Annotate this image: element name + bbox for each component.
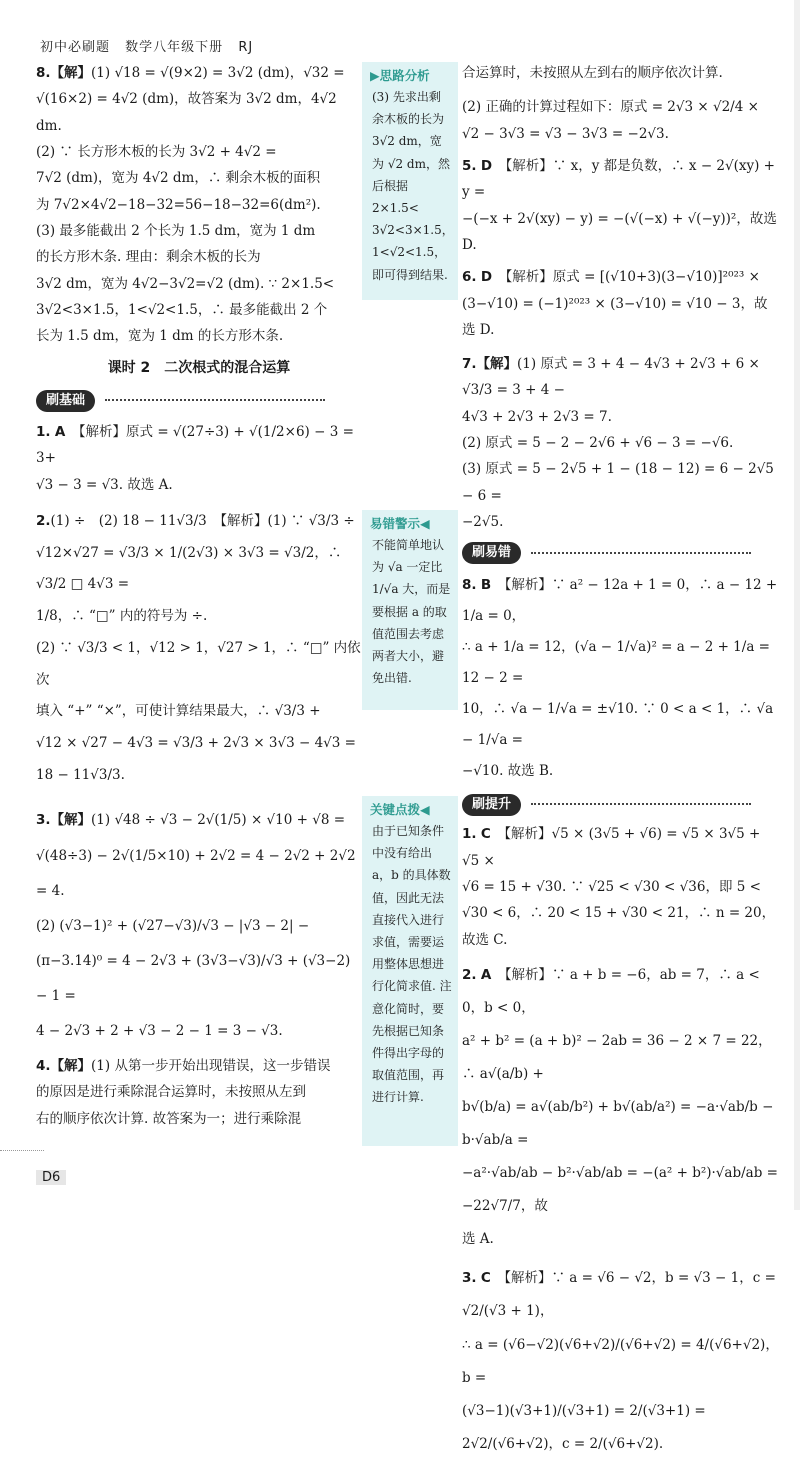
question-number: 3.: [462, 1270, 477, 1287]
text-line: 10，∴ √a − 1/√a = ±√10. ∵ 0 < a < 1，∴ √a − 1/√a =: [462, 700, 774, 748]
text-line: (π−3.14)⁰ = 4 − 2√3 + (3√3−√3)/√3 + (√3−2) − 1 =: [36, 952, 351, 1004]
text-line: ∴ a = (√6−√2)(√6+√2)/(√6+√2) = 4/(√6+√2)，b =: [462, 1336, 779, 1386]
badge-basic: 刷基础: [36, 390, 95, 412]
solution-label: 【解】: [476, 356, 518, 373]
question-number: 8.: [36, 65, 51, 81]
question-number: 4.: [36, 1058, 51, 1075]
text-line: 选 A.: [462, 1231, 494, 1248]
question-number: 7.: [462, 356, 477, 373]
answer-letter: C: [480, 1270, 491, 1287]
text-line: 【解析】∵ a + b = −6，ab = 7，∴ a < 0，b < 0，: [462, 966, 760, 1016]
right-q7: [462, 351, 780, 535]
text-line: √6 = 15 + √30. ∵ √25 < √30 < √36，即 5 <: [462, 878, 761, 895]
answer-letter: A: [54, 424, 66, 441]
right-q4-continued: [462, 60, 780, 147]
text-line: (1) 原式 = 3 + 4 − 4√3 + 2√3 + 6 × √3/3 = 3 + 4 −: [462, 356, 760, 399]
question-number: 3.: [36, 812, 51, 829]
text-line: √12 × √27 − 4√3 = √3/3 + 2√3 × 3√3 − 4√3 =: [36, 735, 356, 752]
text-line: −(−x + 2√(xy) − y) = −(√(−x) + √(−y))²，故选 D.: [462, 210, 777, 253]
text-line: (2) ∵ 长方形木板的长为 3√2 + 4√2 =: [36, 143, 277, 160]
tip-box-analysis: [362, 62, 458, 300]
left-q4: [36, 1053, 362, 1132]
right-q8: [462, 570, 780, 787]
text-line: √3 − 3 = √3. 故选 A.: [36, 476, 173, 493]
text-line: 3√2<3×1.5，1<√2<1.5，∴ 最多能截出 2 个: [36, 301, 328, 318]
right-p3: [462, 1262, 780, 1460]
right-p1: [462, 821, 780, 953]
text-line: 右的顺序依次计算. 故答案为一；进行乘除混: [36, 1110, 302, 1127]
text-line: 【解析】∵ x，y 都是负数，∴ x − 2√(xy) + y =: [462, 157, 775, 201]
question-number: 8.: [462, 576, 477, 593]
tip-box-key-point: [362, 796, 458, 1146]
text-line: 7√2 (dm)，宽为 4√2 dm，∴ 剩余木板的面积: [36, 170, 321, 187]
text-line: 选 D.: [462, 321, 495, 338]
text-line: (1) √18 = √(9×2) = 3√2 (dm)，√32 =: [91, 65, 345, 81]
tip-tag: 易错警示◀: [370, 516, 430, 531]
page-number: D6: [36, 1170, 66, 1185]
text-line: 合运算时，未按照从左到右的顺序依次计算.: [462, 65, 723, 81]
text-line: −2√5.: [462, 514, 504, 530]
question-number: 2.: [36, 512, 51, 529]
text-line: √(16×2) = 4√2 (dm)，故答案为 3√2 dm，4√2 dm.: [36, 91, 337, 134]
text-line: −√10. 故选 B.: [462, 762, 554, 779]
text-line: b√(b/a) = a√(ab/b²) + b√(ab/a²) = −a·√ab/b − b·√ab/a =: [462, 1099, 774, 1149]
text-line: 填入 “+” “×”，可使计算结果最大，∴ √3/3 +: [36, 703, 321, 720]
left-q2: [36, 506, 362, 791]
solution-label: 【解】: [50, 1058, 92, 1075]
question-number: 1.: [462, 826, 477, 843]
text-line: 【解析】√5 × (3√5 + √6) = √5 × 3√5 + √5 ×: [462, 826, 761, 869]
text-line: (1) 从第一步开始出现错误，这一步错误: [91, 1058, 331, 1075]
left-q8: [36, 60, 362, 349]
text-line: (2) ∵ √3/3 < 1，√12 > 1，√27 > 1，∴ “□” 内依次: [36, 639, 361, 688]
tip-box-mistake: [362, 510, 458, 710]
text-line: 1/8，∴ “□” 内的符号为 ÷.: [36, 608, 208, 625]
left-q3: [36, 803, 362, 1049]
text-line: a² + b² = (a + b)² − 2ab = 36 − 2 × 7 = 22，∴ a√(a/b) +: [462, 1032, 772, 1083]
text-line: (3−√10) = (−1)²⁰²³ × (3−√10) = √10 − 3，故: [462, 295, 768, 312]
text-line: (2) 正确的计算过程如下：原式 = 2√3 × √2/4 ×: [462, 99, 759, 116]
text-line: (2) (√3−1)² + (√27−√3)/√3 − |√3 − 2| −: [36, 917, 310, 934]
series-name: 初中必刷题: [40, 40, 111, 55]
badge-row: [36, 387, 362, 413]
text-line: (√3−1)(√3+1)/(√3+1) = 2/(√3+1) = 2√2/(√6+√2)，c = 2/(√6+√2).: [462, 1402, 706, 1452]
answer-letter: C: [480, 826, 491, 843]
subject-name: 数学八年级下册: [125, 40, 224, 55]
text-line: 的长方形木条. 理由：剩余木板的长为: [36, 249, 261, 266]
section-title: 课时 2 二次根式的混合运算: [107, 360, 291, 377]
text-line: √(48÷3) − 2√(1/5×10) + 2√2 = 4 − 2√2 + 2√2 = 4.: [36, 847, 356, 899]
left-q1: [36, 419, 362, 498]
badge-row: [462, 791, 780, 817]
tip-text: (3) 先求出剩余木板的长为 3√2 dm，宽为 √2 dm，然后根据 2×1.5< 3√2<3×1.5，1<√2<1.5，即可得到结果.: [372, 90, 454, 282]
page-edge: [794, 0, 800, 1210]
tip-text: 由于已知条件中没有给出 a，b 的具体数值，因此无法直接代入进行求值，需要运用整体思想进行化简求值. 注意化简时，要先根据已知条件得出字母的取值范围，再进行计算.: [372, 824, 452, 1105]
badge-row: [462, 539, 780, 565]
left-column: [36, 60, 362, 1132]
text-line: (3) 最多能截出 2 个长为 1.5 dm，宽为 1 dm: [36, 222, 316, 239]
question-number: 1.: [36, 424, 51, 441]
right-p2: [462, 959, 780, 1257]
badge-improve: 刷提升: [462, 794, 521, 816]
text-line: ∴ a + 1/a = 12，(√a − 1/√a)² = a − 2 + 1/a = 12 − 2 =: [462, 638, 770, 686]
text-line: 4 − 2√3 + 2 + √3 − 2 − 1 = 3 − √3.: [36, 1023, 283, 1040]
answer-letter: D: [480, 269, 493, 286]
text-line: 为 7√2×4√2−18−32=56−18−32=6(dm²).: [36, 196, 321, 213]
answer-letter: D: [480, 157, 493, 174]
text-line: √12×√27 = √3/3 × 1/(2√3) × 3√3 = √3/2，∴ √3/2 □ 4√3 =: [36, 544, 342, 593]
text-line: 【解析】原式 = √(27÷3) + √(1/2×6) − 3 = 3+: [36, 424, 354, 467]
text-line: 4√3 + 2√3 + 2√3 = 7.: [462, 408, 612, 425]
solution-label: 【解】: [50, 812, 92, 829]
text-line: 【解析】原式 = [(√10+3)(3−√10)]²⁰²³ ×: [505, 269, 760, 286]
edition-label: RJ: [238, 40, 254, 55]
question-number: 2.: [462, 966, 477, 983]
text-line: (2) 原式 = 5 − 2 − 2√6 + √6 − 3 = −√6.: [462, 435, 734, 452]
text-line: 【解析】∵ a² − 12a + 1 = 0，∴ a − 12 + 1/a = 0，: [462, 576, 778, 624]
text-line: 长为 1.5 dm，宽为 1 dm 的长方形木条.: [36, 328, 284, 345]
tip-tag: ▶思路分析: [370, 68, 430, 83]
badge-error: 刷易错: [462, 542, 521, 564]
text-line: −a²·√ab/ab − b²·√ab/ab = −(a² + b²)·√ab/ab = −22√7/7，故: [462, 1165, 778, 1215]
text-line: (1) √48 ÷ √3 − 2√(1/5) × √10 + √8 =: [91, 812, 346, 829]
answer-letter: B: [480, 576, 492, 593]
text-line: 【解析】∵ a = √6 − √2，b = √3 − 1，c = √2/(√3 + 1)，: [462, 1270, 776, 1320]
text-line: √30 < 6，∴ 20 < 15 + √30 < 21，∴ n = 20，故选 C.: [462, 905, 776, 948]
right-q6: [462, 264, 780, 343]
page-header: [40, 36, 263, 55]
question-number: 5.: [462, 157, 477, 174]
text-line: (1) ÷ (2) 18 − 11√3/3 【解析】(1) ∵ √3/3 ÷: [50, 512, 355, 529]
text-line: √2 − 3√3 = √3 − 3√3 = −2√3.: [462, 125, 669, 142]
question-number: 6.: [462, 269, 477, 286]
tip-text: 不能简单地认为 √a 一定比 1/√a 大，而是要根据 a 的取值范围去考虑两者大小，避免出错.: [372, 538, 451, 686]
text-line: 的原因是进行乘除混合运算时，未按照从左到: [36, 1084, 306, 1101]
right-column: [462, 60, 780, 1461]
text-line: (3) 原式 = 5 − 2√5 + 1 − (18 − 12) = 6 − 2√5 − 6 =: [462, 461, 774, 504]
right-q5: [462, 153, 780, 258]
text-line: 18 − 11√3/3.: [36, 766, 125, 783]
tip-tag: 关键点拨◀: [370, 802, 430, 817]
text-line: 3√2 dm，宽为 4√2−3√2=√2 (dm). ∵ 2×1.5<: [36, 275, 335, 292]
answer-letter: A: [480, 966, 492, 983]
solution-label: 【解】: [50, 65, 92, 81]
